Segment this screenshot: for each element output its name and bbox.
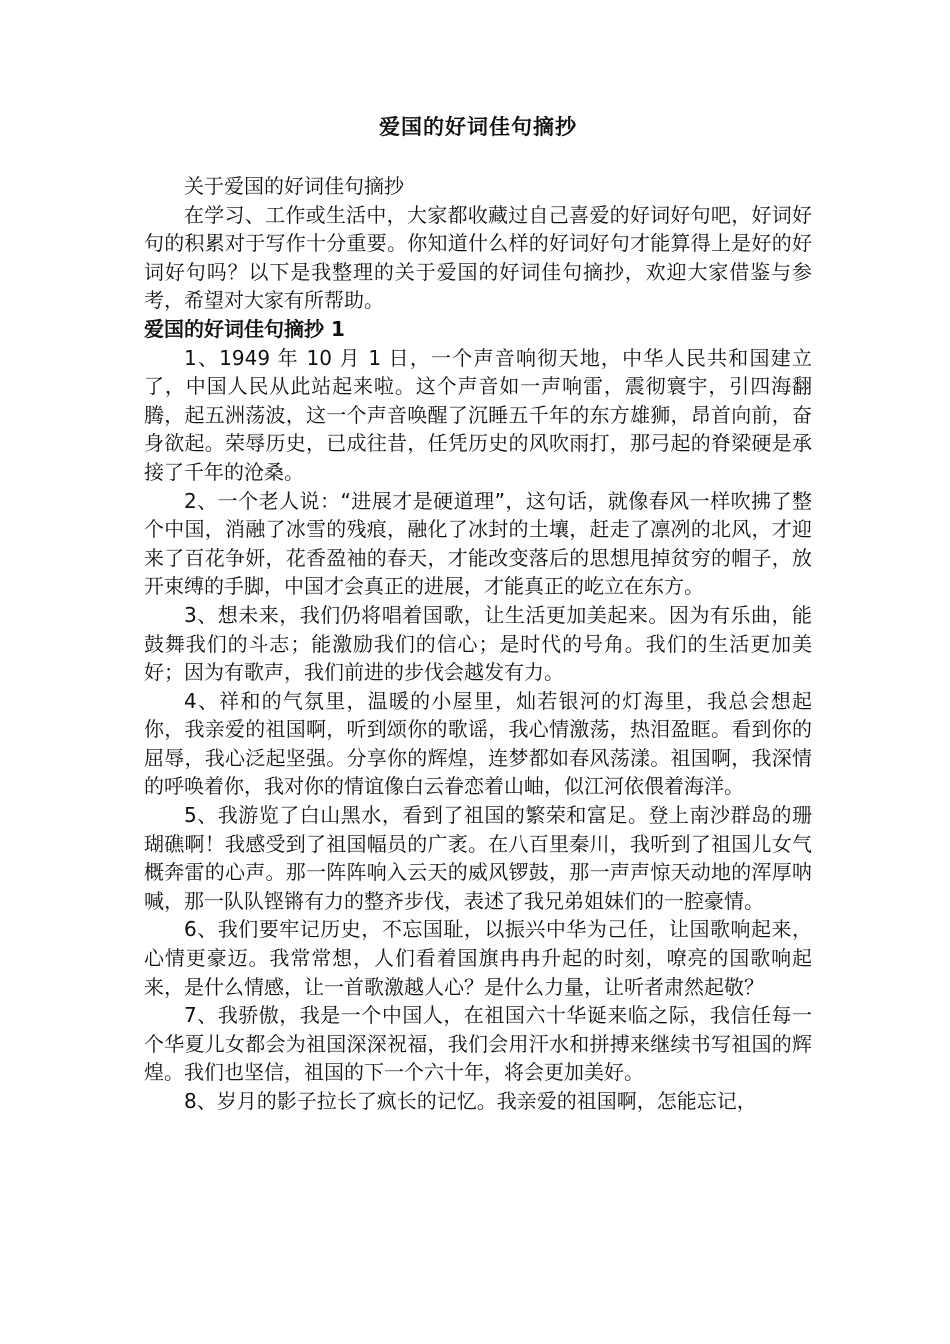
- document-subtitle: 关于爱国的好词佳句摘抄: [184, 174, 404, 198]
- document-page: [144, 112, 812, 1116]
- list-item: 1、1949 年 10 月 1 日，一个声音响彻天地，中华人民共和国建立了，中国人民从此站起来啦。这个声音如一声响雷，震彻寰宇，引四海翻腾，起五洲荡波，这一个声音唤醒了沉睡五千年的东方雄狮，昂首向前，奋身欲起。荣辱历史，已成往昔，任凭历史的风吹雨打，那弓起的脊梁硬是承接了千年的沧桑。: [144, 345, 812, 484]
- list-item: 8、岁月的影子拉长了疯长的记忆。我亲爱的祖国啊，怎能忘记，: [184, 1089, 757, 1113]
- document-title: 爱国的好词佳句摘抄: [379, 115, 577, 139]
- list-item: 6、我们要牢记历史，不忘国耻，以振兴中华为己任，让国歌响起来，心情更豪迈。我常常想，人们看着国旗冉冉升起的时刻，嘹亮的国歌响起来，是什么情感，让一首歌激越人心？是什么力量，让听者肃然起敬？: [144, 917, 812, 999]
- list-item: 2、一个老人说：“进展才是硬道理”，这句话，就像春风一样吹拂了整个中国，消融了冰雪的残痕，融化了冰封的土壤，赶走了凛冽的北风，才迎来了百花争妍，花香盈袖的春天，才能改变落后的思想甩掉贫穷的帽子，放开束缚的手脚，中国才会真正的进展，才能真正的屹立在东方。: [144, 488, 812, 599]
- section-heading: 爱国的好词佳句摘抄 1: [144, 316, 345, 341]
- list-item: 7、我骄傲，我是一个中国人，在祖国六十华诞来临之际，我信任每一个华夏儿女都会为祖国深深祝福，我们会用汗水和拼搏来继续书写祖国的辉煌。我们也坚信，祖国的下一个六十年，将会更加美好。: [144, 1003, 812, 1085]
- list-item: 3、想未来，我们仍将唱着国歌，让生活更加美起来。因为有乐曲，能鼓舞我们的斗志；能激励我们的信心；是时代的号角。我们的生活更加美好；因为有歌声，我们前进的步伐会越发有力。: [144, 602, 812, 685]
- list-item: 4、祥和的气氛里，温暖的小屋里，灿若银河的灯海里，我总会想起你，我亲爱的祖国啊，听到颂你的歌谣，我心情激荡，热泪盈眶。看到你的屈辱，我心泛起坚强。分享你的辉煌，连梦都如春风荡漾。祖国啊，我深情的呼唤着你，我对你的情谊像白云眷恋着山岫，似江河依偎着海洋。: [144, 688, 812, 799]
- list-item: 5、我游览了白山黑水，看到了祖国的繁荣和富足。登上南沙群岛的珊瑚礁啊！我感受到了祖国幅员的广袤。在八百里秦川，我听到了祖国儿女气概奔雷的心声。那一阵阵响入云天的威风锣鼓，那一声声惊天动地的浑厚呐喊，那一队队铿锵有力的整齐步伐，表述了我兄弟姐妹们的一腔豪情。: [144, 803, 812, 913]
- intro-paragraph: 在学习、工作或生活中，大家都收藏过自己喜爱的好词好句吧，好词好句的积累对于写作十分重要。你知道什么样的好词好句才能算得上是好的好词好句吗？以下是我整理的关于爱国的好词佳句摘抄，欢迎大家借鉴与参考，希望对大家有所帮助。: [144, 202, 812, 313]
